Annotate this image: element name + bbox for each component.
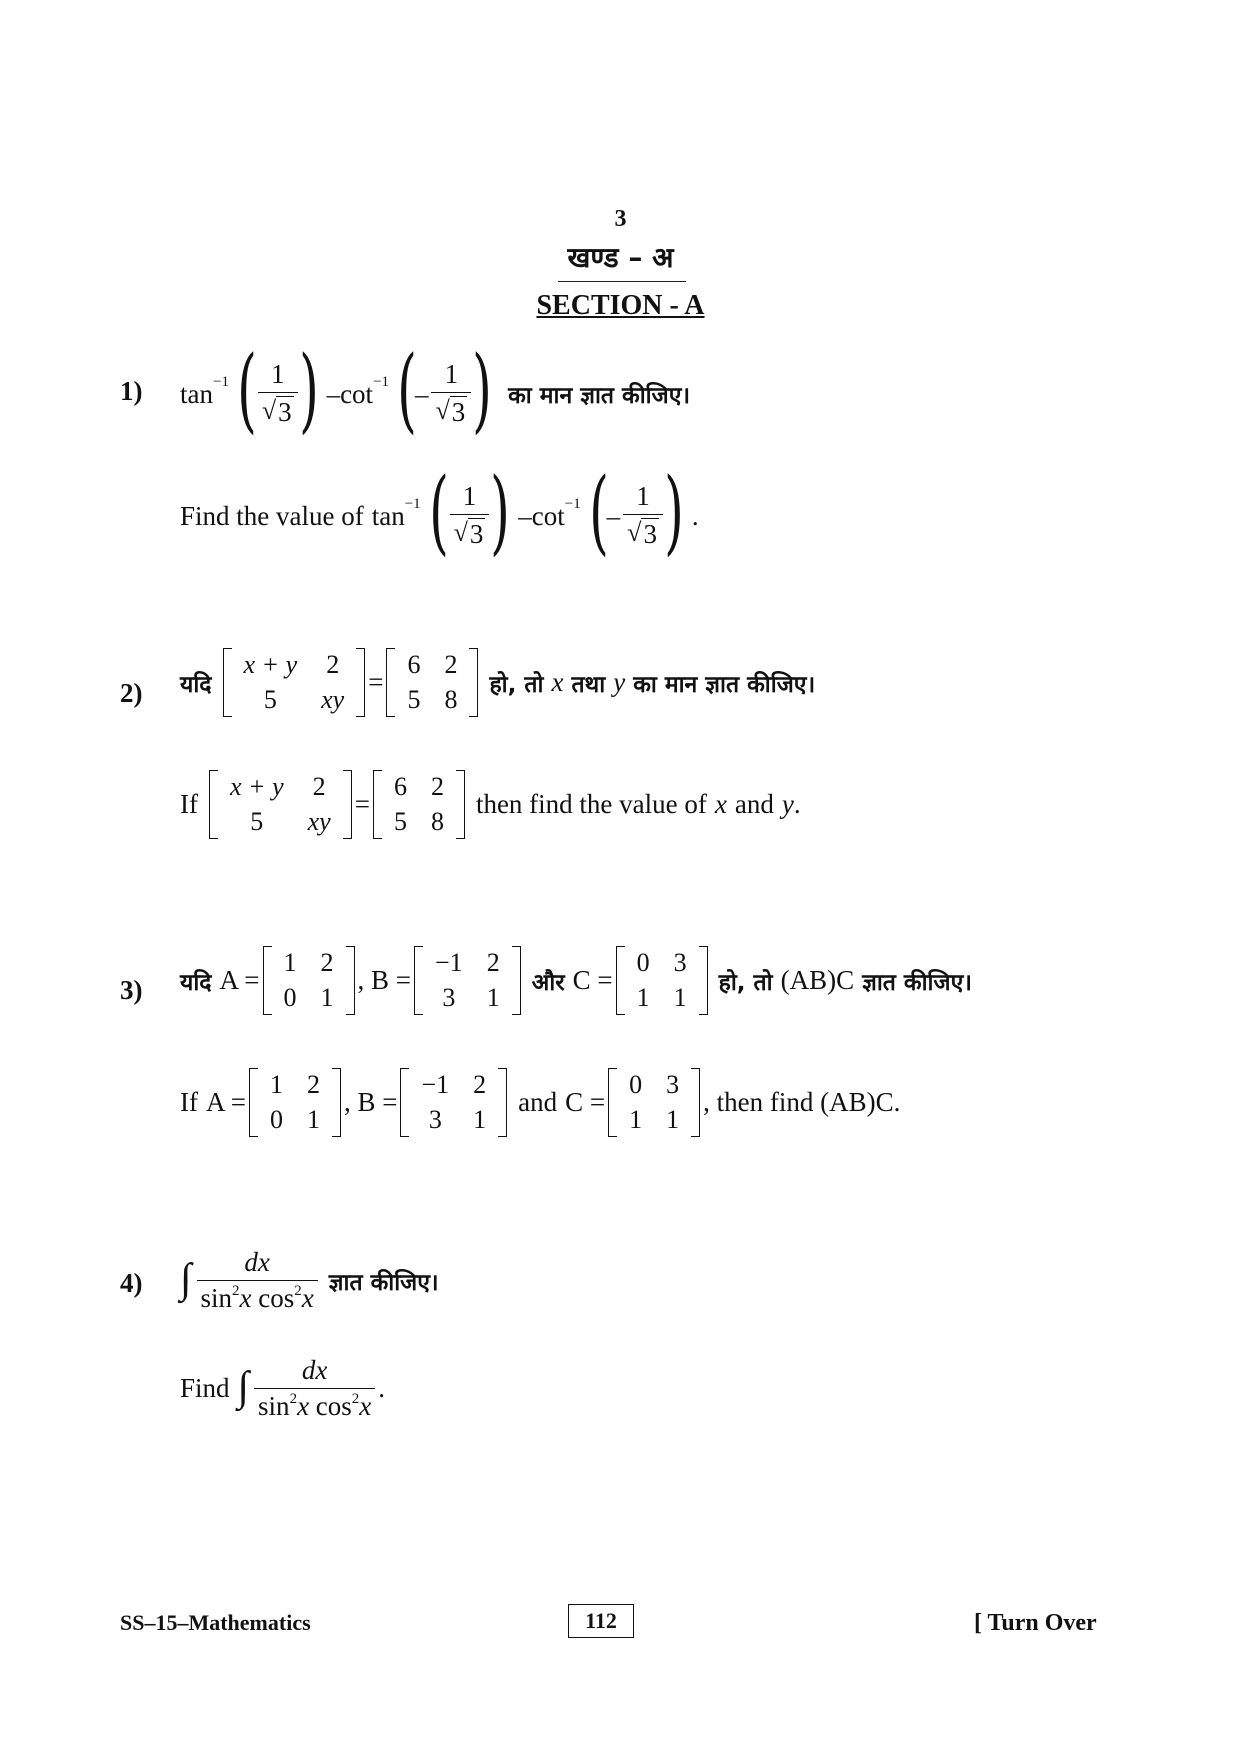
question-3-hindi: यदि A = 1 2 0 1 , B = −1 2 3 1 और C = 0 3 1 1 हो, तो (AB)C ज्ञात कीजिए। [180,946,972,1015]
question-4-hindi: ∫ $\frac{dx}{\sin^2x \cos^2x}$ ज्ञात कीजिए। [180,1247,439,1313]
tan-label: tan [180,378,213,409]
fraction: $\frac{dx}{\sin^2x \cos^2x}$ [254,1356,375,1422]
integral-sign: ∫ [237,1363,250,1410]
fraction: 1 √ 3 [623,482,663,550]
question-3-english: If A = 1 2 0 1 , B = −1 2 3 1 and C = 0 3 1 1 , then find (AB)C. [180,1068,900,1137]
question-4-number: 4) [120,1268,143,1298]
question-2-english: If x + y 2 5 xy = 6 2 5 8 then find the value of x and y . [180,770,801,839]
question-2-hindi: यदि x + y 2 5 xy = 6 2 5 8 हो, तो x तथा y का मान ज्ञात कीजिए। [180,648,815,717]
matrix-rhs: 6 2 5 8 [373,770,465,839]
matrix-a: 1 2 0 1 [249,1068,341,1137]
matrix-c: 0 3 1 1 [616,946,708,1015]
question-2-number: 2) [120,678,143,708]
cot-label: cot [340,378,374,409]
matrix-c: 0 3 1 1 [608,1068,700,1137]
question-1-number: 1) [120,376,143,406]
paren-group: ( – 1 √ 3 ) [588,458,684,565]
paper-code: SS–15–Mathematics [120,1610,311,1635]
matrix-a: 1 2 0 1 [263,946,355,1015]
matrix-b: −1 2 3 1 [400,1068,507,1137]
heading-rule [558,281,686,282]
question-1-hindi: tan −1 ( 1 √ 3 ) – cot −1 ( – 1 √ 3 ) का मान ज्ञात कीजिए। [180,336,691,443]
matrix-lhs: x + y 2 5 xy [223,648,366,717]
fraction: 1 √ 3 [450,482,490,550]
turn-over: [ Turn Over [974,1610,1097,1636]
paren-group: ( 1 √ 3 ) [428,458,511,565]
page-box: 112 [568,1604,634,1638]
fraction: 1 √ 3 [431,360,471,428]
paren-group: ( – 1 √ 3 ) [397,336,493,443]
section-heading-english: SECTION - A [536,290,705,321]
matrix-b: −1 2 3 1 [414,946,521,1015]
question-3-number: 3) [120,975,143,1005]
integral-sign: ∫ [180,1255,192,1302]
question-4-english: Find ∫ $\frac{dx}{\sin^2x \cos^2x}$ . [180,1355,386,1421]
section-heading-hindi: खण्ड – अ [567,241,674,274]
matrix-lhs: x + y 2 5 xy [209,770,352,839]
question-1-english: Find the value of tan −1 ( 1 √ 3 ) – cot −1 ( – 1 √ 3 ) . [180,458,699,565]
fraction: 1 √ 3 [258,360,298,428]
question-1-hindi-text: का मान ज्ञात कीजिए। [508,383,691,409]
page-number: 3 [614,206,627,232]
matrix-rhs: 6 2 5 8 [386,648,478,717]
inverse-superscript: −1 [213,373,229,390]
paren-group: ( 1 √ 3 ) [237,336,319,443]
fraction: $\frac{dx}{\sin^2x \cos^2x}$ [197,1248,318,1314]
